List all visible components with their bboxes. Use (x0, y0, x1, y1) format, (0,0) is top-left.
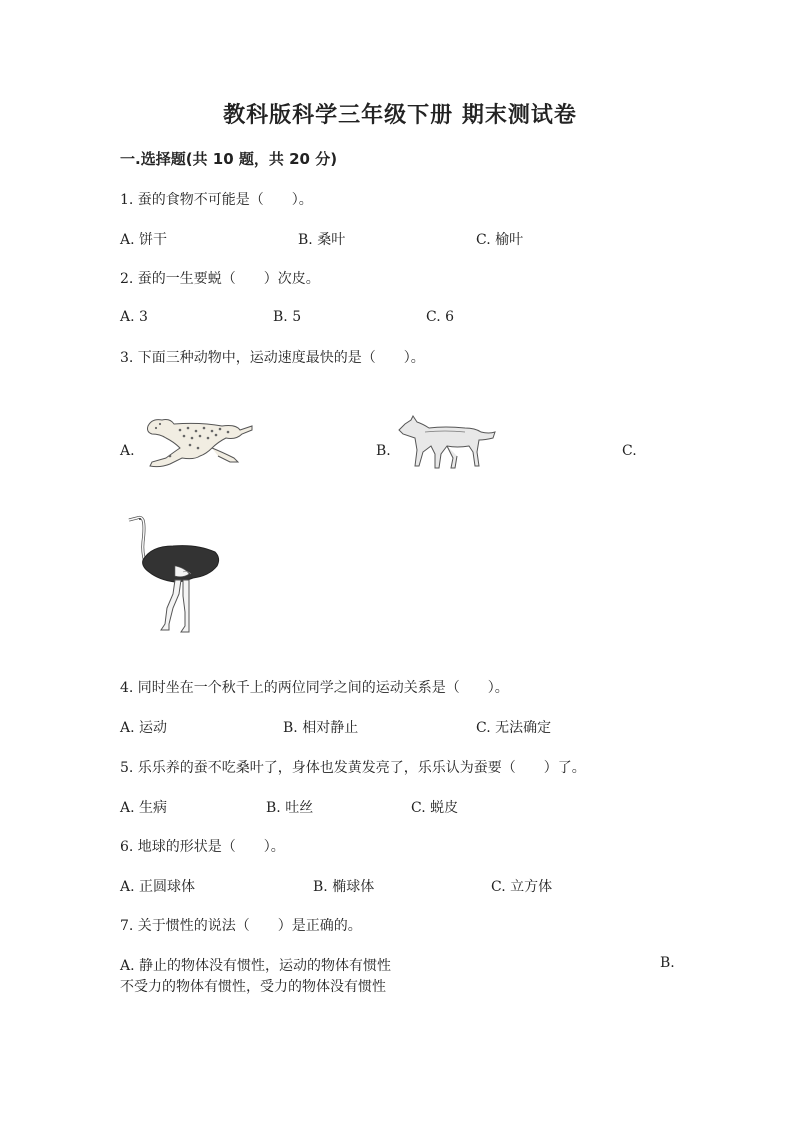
question-5-option-a[interactable]: A. 生病 (120, 800, 168, 816)
question-2-stem: 2. 蚕的一生要蜕（ ）次皮。 (120, 271, 320, 287)
question-3-stem: 3. 下面三种动物中，运动速度最快的是（ ）。 (120, 350, 425, 366)
question-2-option-a[interactable]: A. 3 (120, 309, 148, 325)
wolf-image (395, 412, 500, 472)
question-7-option-a[interactable]: A. 静止的物体没有惯性，运动的物体有惯性 (120, 958, 392, 974)
question-5-stem: 5. 乐乐养的蚕不吃桑叶了，身体也发黄发亮了，乐乐认为蚕要（ ）了。 (120, 760, 586, 776)
question-6-option-c[interactable]: C. 立方体 (491, 879, 553, 895)
question-6-option-b[interactable]: B. 椭球体 (313, 879, 375, 895)
page-title: 教科版科学三年级下册 期末测试卷 (223, 103, 577, 128)
question-1-option-a[interactable]: A. 饼干 (120, 232, 168, 248)
question-7-stem: 7. 关于惯性的说法（ ）是正确的。 (120, 918, 362, 934)
section-heading: 一.选择题(共 10 题，共 20 分) (120, 150, 338, 168)
question-4-option-b[interactable]: B. 相对静止 (283, 720, 359, 736)
question-2-option-b[interactable]: B. 5 (273, 309, 302, 325)
ostrich-image (125, 512, 225, 634)
question-7-option-b-text[interactable]: 不受力的物体有惯性，受力的物体没有惯性 (120, 979, 386, 995)
question-1-option-b[interactable]: B. 桑叶 (298, 232, 346, 248)
question-6-option-a[interactable]: A. 正圆球体 (120, 879, 196, 895)
question-3-option-a[interactable]: A. (120, 443, 135, 459)
question-1-option-c[interactable]: C. 榆叶 (476, 232, 524, 248)
question-5-option-c[interactable]: C. 蜕皮 (411, 800, 459, 816)
question-1-stem: 1. 蚕的食物不可能是（ ）。 (120, 192, 313, 208)
question-4-stem: 4. 同时坐在一个秋千上的两位同学之间的运动关系是（ ）。 (120, 680, 509, 696)
question-4-option-a[interactable]: A. 运动 (120, 720, 168, 736)
cheetah-image (140, 412, 255, 472)
question-7-option-b-label[interactable]: B. (660, 955, 675, 971)
question-2-option-c[interactable]: C. 6 (426, 309, 455, 325)
question-3-option-b[interactable]: B. (376, 443, 391, 459)
question-5-option-b[interactable]: B. 吐丝 (266, 800, 314, 816)
question-6-stem: 6. 地球的形状是（ ）。 (120, 839, 285, 855)
question-4-option-c[interactable]: C. 无法确定 (476, 720, 552, 736)
question-3-option-c[interactable]: C. (622, 443, 637, 459)
